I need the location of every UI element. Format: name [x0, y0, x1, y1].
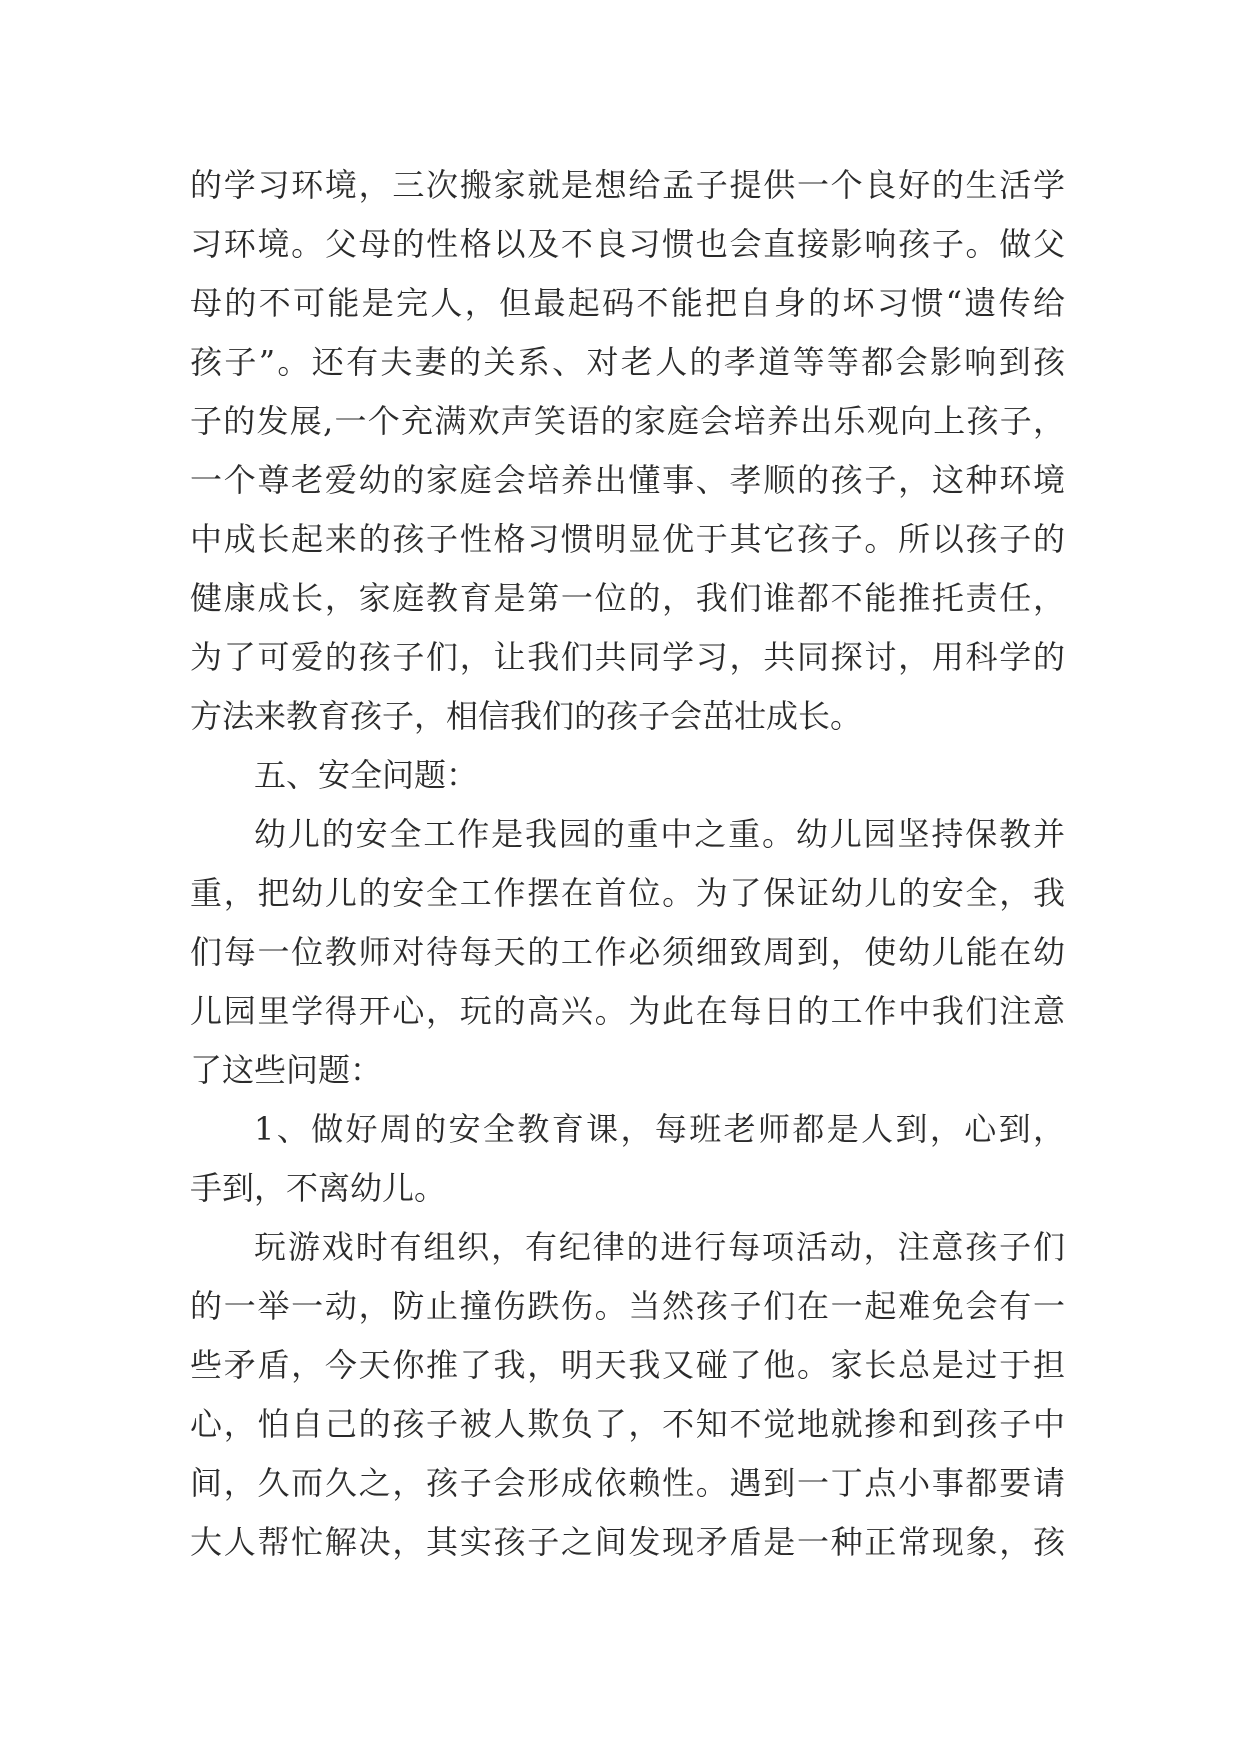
text-line-8: 健康成长，家庭教育是第一位的，我们谁都不能推托责任，	[190, 579, 1065, 617]
text-line-2: 习环境。父母的性格以及不良习惯也会直接影响孩子。做父	[190, 225, 1065, 263]
text-line-18: 手到，不离幼儿。	[190, 1169, 447, 1207]
text-line-23: 间，久而久之，孩子会形成依赖性。遇到一丁点小事都要请	[190, 1464, 1065, 1502]
text-line-7: 中成长起来的孩子性格习惯明显优于其它孩子。所以孩子的	[190, 520, 1065, 558]
text-line-20: 的一举一动，防止撞伤跌伤。当然孩子们在一起难免会有一	[190, 1287, 1065, 1325]
text-line-4: 孩子”。还有夫妻的关系、对老人的孝道等等都会影响到孩	[190, 343, 1065, 381]
text-line-22: 心，怕自己的孩子被人欺负了，不知不觉地就掺和到孩子中	[190, 1405, 1065, 1443]
text-line-15: 儿园里学得开心，玩的高兴。为此在每日的工作中我们注意	[190, 992, 1065, 1030]
text-line-3: 母的不可能是完人，但最起码不能把自身的坏习惯“遗传给	[190, 284, 1065, 322]
text-line-9: 为了可爱的孩子们，让我们共同学习，共同探讨，用科学的	[190, 638, 1065, 676]
text-line-24: 大人帮忙解决，其实孩子之间发现矛盾是一种正常现象，孩	[190, 1523, 1065, 1561]
text-line-6: 一个尊老爱幼的家庭会培养出懂事、孝顺的孩子，这种环境	[190, 461, 1065, 499]
section-heading: 五、安全问题：	[254, 756, 479, 794]
text-line-16: 了这些问题：	[190, 1051, 383, 1089]
text-line-12: 幼儿的安全工作是我园的重中之重。幼儿园坚持保教并	[254, 815, 1065, 853]
text-line-19: 玩游戏时有组织，有纪律的进行每项活动，注意孩子们	[254, 1228, 1065, 1266]
text-line-21: 些矛盾，今天你推了我，明天我又碰了他。家长总是过于担	[190, 1346, 1065, 1384]
text-line-5: 子的发展,一个充满欢声笑语的家庭会培养出乐观向上孩子，	[190, 402, 1065, 440]
body-text	[190, 156, 1065, 1572]
text-line-14: 们每一位教师对待每天的工作必须细致周到，使幼儿能在幼	[190, 933, 1065, 971]
text-line-10: 方法来教育孩子，相信我们的孩子会茁壮成长。	[190, 697, 863, 735]
text-line-1: 的学习环境，三次搬家就是想给孟子提供一个良好的生活学	[190, 166, 1065, 204]
text-line-17: 1、做好周的安全教育课，每班老师都是人到，心到，	[254, 1110, 1065, 1148]
text-line-13: 重，把幼儿的安全工作摆在首位。为了保证幼儿的安全，我	[190, 874, 1065, 912]
